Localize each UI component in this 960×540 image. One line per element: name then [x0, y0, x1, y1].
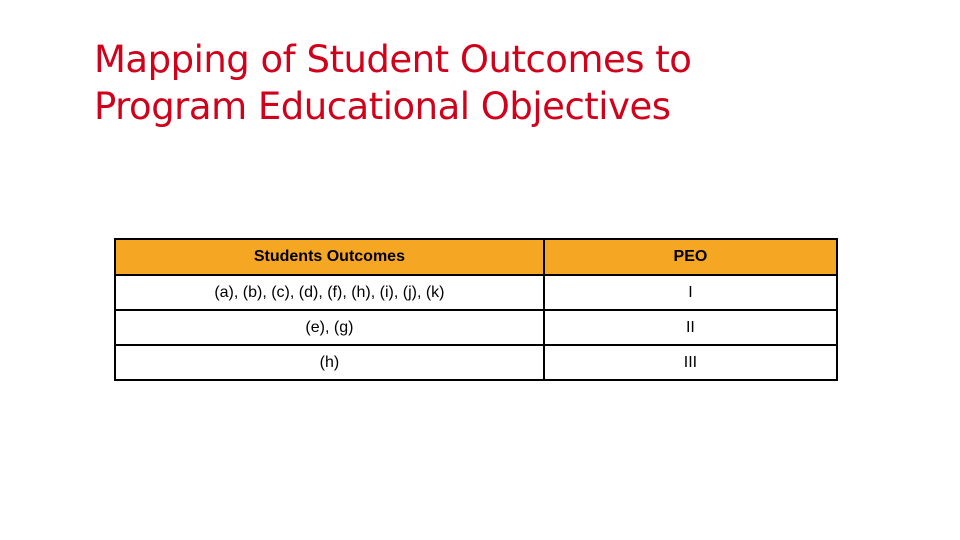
outcomes-cell: (e), (g) [115, 310, 544, 345]
header-students-outcomes: Students Outcomes [115, 239, 544, 275]
slide-title [94, 36, 854, 130]
outcomes-cell: (h) [115, 345, 544, 380]
table-row [115, 275, 837, 310]
peo-cell: II [544, 310, 837, 345]
outcomes-peo-table [114, 238, 838, 381]
peo-cell: I [544, 275, 837, 310]
outcomes-cell: (a), (b), (c), (d), (f), (h), (i), (j), (k) [115, 275, 544, 310]
peo-cell: III [544, 345, 837, 380]
table-header-row [115, 239, 837, 275]
slide-title-line: Program Educational Objectives [94, 85, 671, 128]
table-row [115, 310, 837, 345]
table-row [115, 345, 837, 380]
slide-title-line: Mapping of Student Outcomes to [94, 38, 692, 81]
header-peo: PEO [544, 239, 837, 275]
